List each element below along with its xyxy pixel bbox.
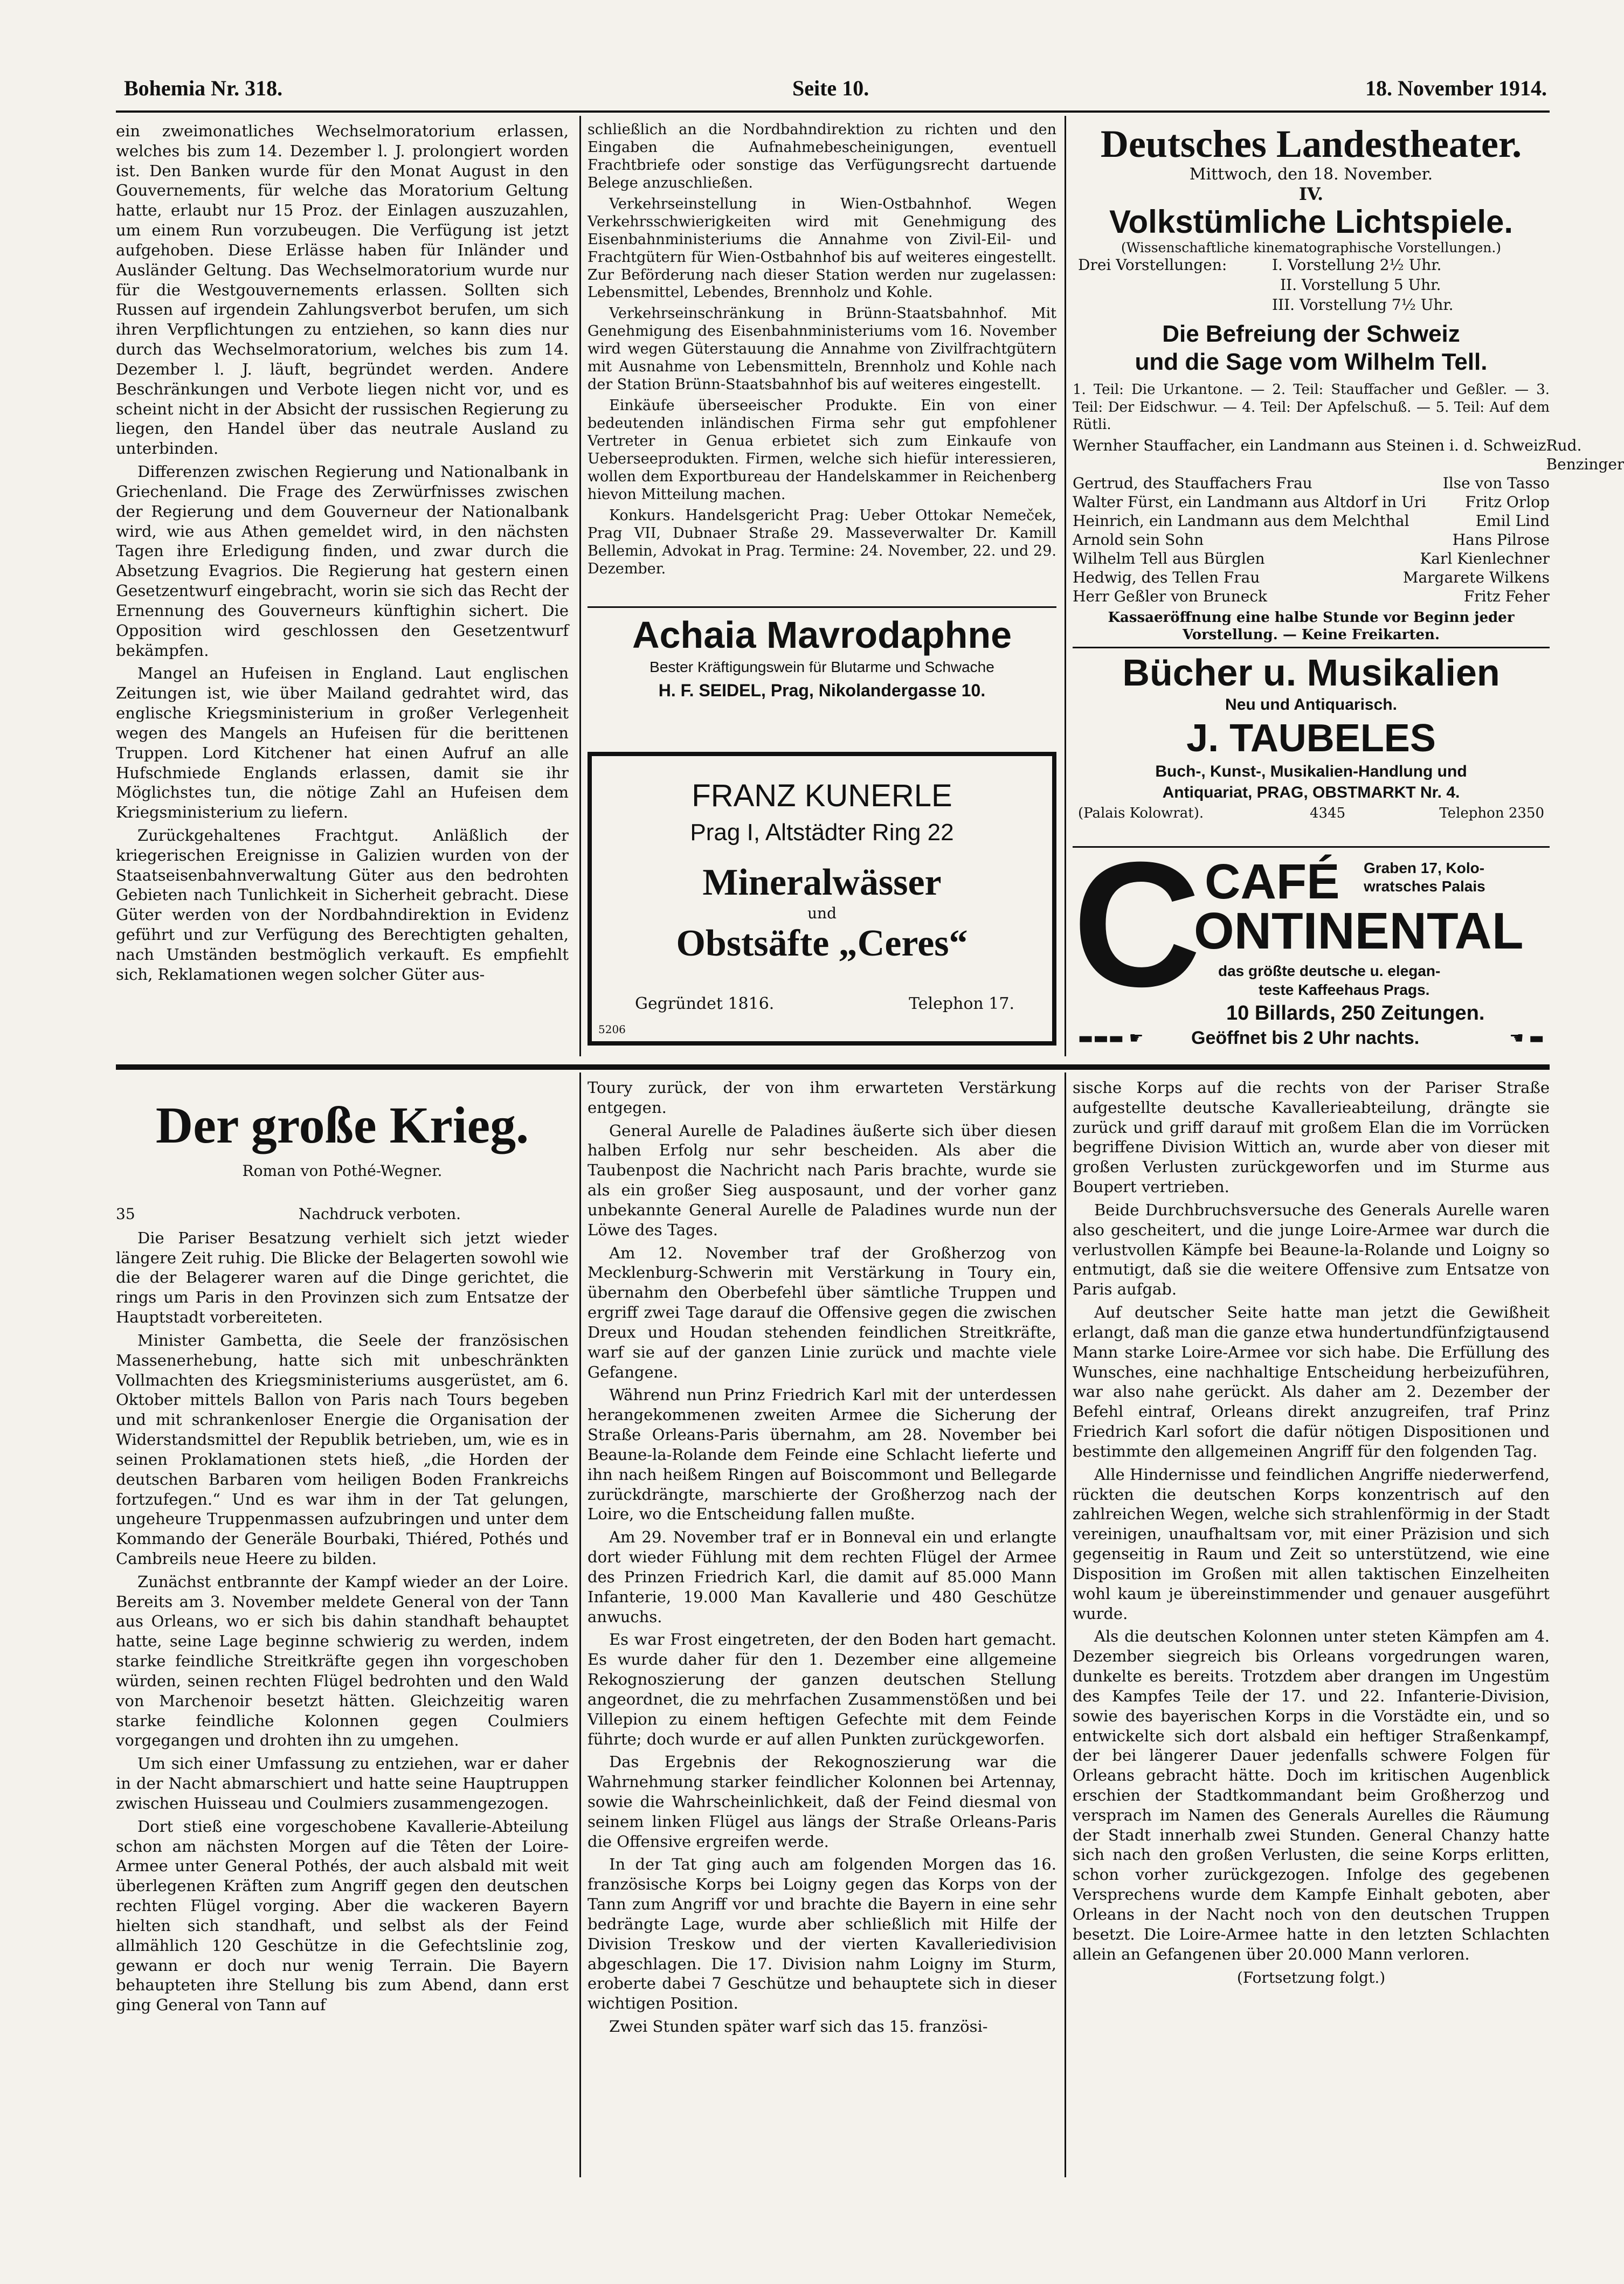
cafe-continental-ad <box>1073 825 1550 1054</box>
ad-company-name: FRANZ KUNERLE <box>692 778 952 813</box>
ad-number: 4345 <box>1310 805 1346 821</box>
paper-name: Bohemia Nr. 318. <box>124 76 283 100</box>
cafe-hours: Geöffnet bis 2 Uhr nachts. <box>1191 1028 1420 1048</box>
novel-paragraph: Alle Hindernisse und feindlichen Angriffe niederwerfend, rückten die deutschen Korps konzentrisch auf den zahlreichen Wegen, welche sich strahlenförmig in der Stadt vereinigen, unaufhaltsam vor, mit einer Präzision und sich gegenseitig in Raum und Zeit so unterstützend, wie eine Disposition im Großen mit allen taktischen Einzelheiten wohl kaum je übereinstimmender und genauer ausgeführt wurde. <box>1073 1465 1550 1623</box>
news-paragraph: ein zweimonatliches Wechselmoratorium erlassen, welches bis zum 14. Dezember l. J. prolongiert worden ist. Den Banken wurde für den Monat August in den Gouvernements, für welche das Moratorium Geltung hatte, erlaubt nur 15 Proz. der Einlagen auszuzahlen, um einem Run vorzubeugen. Die Verfügung ist jetzt aufgehoben. Diese Erlässe haben für Inländer und Ausländer Geltung. Das Wechselmoratorium wurde nur für die Westgouvernements erlassen. Sollten sich Russen auf irgendein Zahlungsverbot berufen, um sich ihren Verpflichtungen zu entziehen, so kann dies nur durch das Wechselmoratorium, welches bis zum 14. Dezember l. J. läuft, begründet werden. Andere Beschränkungen und Verbote liegen nicht vor, und es scheint nicht in der Absicht der russischen Regierung zu liegen, den Handel über das neutrale Ausland zu unterbinden. <box>116 122 569 458</box>
cafe-description: teste Kaffeehaus Prags. <box>1259 981 1430 998</box>
news-column-1 <box>116 121 569 1054</box>
cafe-word: CAFÉ <box>1205 854 1340 909</box>
cafe-word: ONTINENTAL <box>1194 902 1524 960</box>
ad-founded: Gegründet 1816. <box>635 994 775 1013</box>
cast-row: Wilhelm Tell aus Bürglen Karl Kienlechner <box>1073 549 1550 567</box>
novel-author: Roman von Pothé-Wegner. <box>242 1162 443 1180</box>
column-divider <box>579 116 581 1056</box>
shows-label: Drei Vorstellungen: <box>1078 255 1227 274</box>
theater-date: Mittwoch, den 18. November. <box>1189 164 1433 184</box>
news-paragraph: Verkehrseinschränkung in Brünn-Staatsbahnhof. Mit Genehmigung des Eisenbahnministeriums vom 16. November wird wegen Güterstauung die Annahme von Zivilfrachtgütern mit Ausnahme von Lebensmitteln, Brennholz und Kohle nach der Station Brünn-Staatsbahnhof bis auf weiteres eingestellt. <box>588 305 1056 393</box>
novel-paragraph: Um sich einer Umfassung zu entziehen, war er daher in der Nacht abmarschiert und hatte seine Hauptruppen zwischen Huisseau und Coulmiers zusammengezogen. <box>116 1754 569 1812</box>
ad-code: 5206 <box>598 1023 626 1036</box>
cast-row: Herr Geßler von Bruneck Fritz Feher <box>1073 587 1550 605</box>
news-paragraph: Einkäufe überseeischer Produkte. Ein von einer bedeutenden inländischen Firma sehr gut empfohlener Vertreter in Genua erbietet sich zum Einkaufe von Ueberseeprodukten. Firmen, welche sich hiefür interessieren, wollen dem Exportbureau der Handelskammer in Reichenberg hievon Mitteilung machen. <box>588 397 1056 503</box>
installment-number: 35 <box>116 1205 135 1223</box>
cafe-billiards: 10 Billards, 250 Zeitungen. <box>1226 1002 1485 1025</box>
novel-paragraph: Dort stieß eine vorgeschobene Kavallerie-Abteilung schon am nächsten Morgen auf die Têten der Loire-Armee unter General Pothés, der auch alsbald mit weit überlegenen Kräften zum Angriff gegen den deutschen rechten Flügel vorging. Aber die wackeren Bayern hielten sich standhaft, und selbst als der Feind allmählich 120 Geschütze in die Gefechtslinie zog, gewann er doch nur wenig Terrain. Die Bayern behaupteten ihre Stellung bis zum Abend, dann erst ging General von Tann auf <box>116 1817 569 2015</box>
theater-subtitle: Volkstümliche Lichtspiele. <box>1109 203 1514 240</box>
show-time: III. Vorstellung 7½ Uhr. <box>1272 295 1454 314</box>
novel-paragraph: Toury zurück, der von ihm erwarteten Verstärkung entgegen. <box>588 1078 1056 1117</box>
novel-paragraph: In der Tat ging auch am folgenden Morgen das 16. französische Korps bei Loigny gegen das Korps von der Tann zum Angriff vor und brachte die Bayern in eine sehr bedrängte Lage, wurde aber schließlich mit Hilfe der Division Treskow und der vierten Kavalleriedivision abgeschlagen. Die 17. Division nahm Loigny im Sturm, eroberte dabei 7 Geschütze und behauptete sich in dieser wichtigen Position. <box>588 1855 1056 2013</box>
column-divider <box>579 1072 581 2177</box>
novel-paragraph: Zwei Stunden später warf sich das 15. französi- <box>609 2017 988 2036</box>
novel-paragraph: Das Ergebnis der Rekognoszierung war die Wahrnehmung starker feindlicher Kolonnen bei Artennay, sowie die Wahrscheinlichkeit, daß der Feind diesmal von seinem linken Flügel aus längs der Straße Orleans-Paris die Offensive ergreifen werde. <box>588 1753 1056 1851</box>
masthead-rule <box>116 110 1550 113</box>
continuation-notice: (Fortsetzung folgt.) <box>1236 1969 1386 1987</box>
news-column-2 <box>588 121 1056 596</box>
ad-rule <box>588 606 1056 608</box>
play-title: Die Befreiung der Schweiz <box>1162 320 1460 347</box>
section-rule <box>116 1064 1550 1070</box>
cafe-initial: C <box>1073 825 1201 1023</box>
show-time: II. Vorstellung 5 Uhr. <box>1280 275 1441 294</box>
cast-list <box>1073 436 1624 606</box>
ad-phone: Telephon 2350 <box>1439 805 1544 821</box>
masthead <box>124 75 1547 108</box>
novel-paragraph: Beide Durchbruchsversuche des Generals Aurelle waren also gescheitert, und die junge Loire-Armee war durch die verlustvollen Kämpfe bei Beaune-la-Rolande und Loigny so entmutigt, daß sie die weitere Offensive zum Entsatze von Paris aufgab. <box>1073 1200 1550 1299</box>
cast-row: Hedwig, des Tellen Frau Margarete Wilkens <box>1073 568 1550 586</box>
cast-row: Wernher Stauffacher, ein Landmann aus Steinen i. d. Schweiz Rud. Benzinger <box>1073 436 1624 473</box>
ad-conjunction: und <box>807 904 837 922</box>
novel-paragraph: Als die deutschen Kolonnen unter steten Kämpfen am 4. Dezember siegreich bis Orleans vorgedrungen waren, dunkelte es bereits. Trotzdem aber drangen im Ungestüm des Kampfes Teile der 17. und 22. Infanterie-Division, sowie des bayerischen Korps in die Vorstädte ein, und so entwickelte sich dort alsbald ein heftiger Straßenkampf, der bei längerer Dauer jedenfalls schwere Folgen für Orleans gebracht hätte. Doch im kritischen Augenblick erschien der Stadtkommandant beim Großherzog und versprach im Namen des Generals Aurelles die Räumung der Stadt innerhalb zwei Stunden. General Chanzy hatte sich nach den großen Verlusten, die seine Korps erlitten, schon vorher zurückgezogen. Infolge des gegebenen Versprechens wurde dem Kampfe Einhalt geboten, aber Orleans in der Nacht noch von den deutschen Truppen besetzt. Die Loire-Armee hatte in den letzten Schlachten allein an Gefangenen über 20.000 Mann verloren. <box>1073 1627 1550 1963</box>
decorative-dashes: ▬▬▬ ☛ <box>1078 1029 1144 1048</box>
ad-product: Obstsäfte „Ceres“ <box>676 923 968 964</box>
show-time: I. Vorstellung 2½ Uhr. <box>1272 255 1442 274</box>
novel-paragraph: Die Pariser Besatzung verhielt sich jetzt wieder längere Zeit ruhig. Die Blicke der Belagerten sowohl wie die der Belagerer waren auf die Dinge gerichtet, die rings um Paris in den Provinzen sich zum Entsatze der Hauptstadt vorbereiteten. <box>116 1228 569 1327</box>
novel-column-3 <box>1073 1078 1550 2180</box>
theater-title: Deutsches Landestheater. <box>1100 122 1522 165</box>
novel-paragraph: Auf deutscher Seite hatte man jetzt die Gewißheit erlangt, daß man die ganze etwa hundertundfünfzigtausend Mann starke Loire-Armee vor sich habe. Die Erfüllung des Wunsches, eine nachhaltige Entscheidung herbeizuführen, war also nahe gerückt. Als daher am 2. Dezember der Befehl eintraf, Orleans direkt anzugreifen, traf Prinz Friedrich Karl sofort die dafür nötigen Dispositionen und bestimmte den allgemeinen Angriff für den folgenden Tag. <box>1073 1303 1550 1461</box>
novel-paragraph: Während nun Prinz Friedrich Karl mit der unterdessen herangekommenen zweiten Armee die Sicherung der Straße Orleans-Paris übernahm, am 28. November bei Beaune-la-Rolande dem Feinde eine Schlacht lieferte und ihn nach heißem Ringen auf Boiscommont und Bellegarde zurückdrängte, marschierte der Großherzog nach der Loire, wo die Entscheidung fallen mußte. <box>588 1386 1056 1524</box>
ad-headline: Bücher u. Musikalien <box>1122 652 1500 694</box>
cast-row: Gertrud, des Stauffachers Frau Ilse von Tasso <box>1073 474 1550 492</box>
novel-paragraph: Es war Frost eingetreten, der den Boden hart gemacht. Es wurde daher für den 1. Dezember eine allgemeine Rekognoszierung der ganzen deutschen Stellung angeordnet, die zu mehrfachen Zusammenstößen und bei Villepion zu einem heftigen Gefechte mit dem Feinde führte; doch wurde er auf allen Punkten zurückgeworfen. <box>588 1630 1056 1748</box>
kunerle-ad <box>588 752 1056 1046</box>
reprint-notice: Nachdruck verboten. <box>298 1205 461 1223</box>
novel-title: Der große Krieg. <box>155 1096 529 1154</box>
news-paragraph: Verkehrseinstellung in Wien-Ostbahnhof. Wegen Verkehrsschwierigkeiten wird mit Genehmigung des Eisenbahnministeriums die Annahme von Zivil-Eil- und Frachtgütern für Wien-Ostbahnhof bis auf weiteres eingestellt. Zur Beförderung nach dieser Station werden nur zugelassen: Lebensmittel, Lebendes, Brennholz und Kohle. <box>588 195 1056 301</box>
ad-tagline: Bester Kräftigungswein für Blutarme und Schwache <box>649 659 994 675</box>
theater-notice <box>1073 122 1624 647</box>
page-number: Seite 10. <box>792 76 869 100</box>
cast-row: Heinrich, ein Landmann aus dem Melchthal Emil Lind <box>1073 511 1550 530</box>
novel-paragraph: General Aurelle de Paladines äußerte sich über diesen halben Erfolg nur sehr bescheiden. Als aber die Taubenpost die Nachricht nach Paris brachte, wurde sie als ein großer Sieg ausposaunt, und der vorher ganz unbekannte General Aurelle de Paladines wurde nun der Löwe des Tages. <box>588 1121 1056 1239</box>
news-paragraph: Konkurs. Handelsgericht Prag: Ueber Ottokar Nemeček, Prag VII, Dubnaer Straße 29. Masseverwalter Dr. Kamill Bellemin, Advokat in Prag. Termine: 24. November, 22. und 29. Dezember. <box>588 507 1056 577</box>
novel-column-2 <box>588 1078 1056 2180</box>
ad-palais: (Palais Kolowrat). <box>1078 805 1204 821</box>
novel-paragraph: Am 12. November traf der Großherzog von Mecklenburg-Schwerin mit Verstärkung in Toury ein, übernahm den Oberbefehl über sämtliche Truppen und ergriff zwei Tage darauf die Offensive gegen die zwischen Dreux und Houdan stehenden feindlichen Streitkräfte, warf sie auf der ganzen Linie zurück und machte viele Gefangene. <box>588 1243 1056 1381</box>
novel-paragraph: Zunächst entbrannte der Kampf wieder an der Loire. Bereits am 3. November meldete General von der Tann aus Orleans, wo er sich bis dahin standhaft behauptet hatte, seine Lage beginne schwierig zu werden, indem starke feindliche Streitkräfte gegen ihn vorgeschoben würden, seinen rechten Flügel bedrohten und den Wald von Marchenoir besetzt hätten. Gleichzeitig waren starke feindliche Kolonnen gegen Coulmiers vorgegangen und drohten ihn zu umgehen. <box>116 1572 569 1750</box>
ad-brand-name: Achaia Mavrodaphne <box>632 614 1012 656</box>
cast-row: Arnold sein Sohn Hans Pilrose <box>1073 530 1550 549</box>
novel-paragraph: Minister Gambetta, die Seele der französischen Massenerhebung, hatte sich mit unbeschränkten Vollmachten des Kriegsministeriums ausgerüstet, am 6. Oktober mittels Ballon von Paris nach Tours begeben und mit schrankenloser Energie die Organisation der Widerstandsmittel der Republik betrieben, um, wie es in seinen Proklamationen stets hieß, „die Horden der deutschen Barbaren vom heiligen Boden Frankreichs fortzufegen.“ Und es war ihm in der Tat gelungen, ungeheure Truppenmassen aufzubringen und unter dem Kommando der Generäle Bourbaki, Thiéred, Pothés und Cambreils neue Heere zu bilden. <box>116 1331 569 1568</box>
column-divider <box>1065 1072 1066 2177</box>
ad-phone: Telephon 17. <box>909 994 1014 1013</box>
taubeles-ad <box>1073 652 1550 846</box>
cafe-address: Graben 17, Kolo- <box>1364 860 1485 876</box>
ad-address: Prag I, Altstädter Ring 22 <box>690 819 954 846</box>
ad-address: Antiquariat, PRAG, OBSTMARKT Nr. 4. <box>1162 783 1460 801</box>
novel-column-1 <box>116 1078 569 2180</box>
ad-product: Mineralwässer <box>702 862 942 903</box>
ad-subheadline: Neu und Antiquarisch. <box>1225 696 1397 714</box>
decorative-hand-icon: ☚ ▬ <box>1509 1029 1544 1048</box>
news-paragraph: schließlich an die Nordbahndirektion zu richten und den Eingaben die Aufnahmebescheinigungen, eventuell Frachtbriefe oder sonstige das Verfügungsrecht dartuende Belege anzuschließen. <box>588 121 1056 191</box>
novel-paragraph: Am 29. November traf er in Bonneval ein und erlangte dort wieder Fühlung mit dem rechten Flügel der Armee des Prinzen Friedrich Karl, die damit auf 85.000 Mann Infanterie, 19.000 Man Kavallerie und 480 Geschütze anwuchs. <box>588 1528 1056 1626</box>
play-title: und die Sage vom Wilhelm Tell. <box>1135 349 1488 376</box>
cast-row: Walter Fürst, ein Landmann aus Altdorf in Uri Fritz Orlop <box>1073 493 1550 511</box>
news-paragraph: Mangel an Hufeisen in England. Laut englischen Zeitungen ist, wie über Mailand gedrahtet wird, das englische Kriegsministerium in großer Verlegenheit wegen des Mangels an Hufeisen für die berittenen Truppen. Lord Kitchener hat einen Aufruf an alle Hufschmiede Englands erlassen, damit sie ihr Möglichstes tun, die nötige Zahl an Hufeisen dem Kriegsministerium zu liefern. <box>116 664 569 822</box>
issue-date: 18. November 1914. <box>1365 76 1547 100</box>
theater-footer: Kassaeröffnung eine halbe Stunde vor Beginn jeder Vorstellung. — Keine Freikarten. <box>1108 609 1515 643</box>
ad-rule <box>1073 647 1550 648</box>
ad-description: Buch-, Kunst-, Musikalien-Handlung und <box>1155 762 1467 780</box>
theater-note: (Wissenschaftliche kinematographische Vorstellungen.) <box>1121 239 1502 255</box>
news-paragraph: Differenzen zwischen Regierung und Nationalbank in Griechenland. Die Frage des Zerwürfnisses zwischen der Regierung und dem Gouverneur der Nationalbank wird, wie aus Athen gemeldet wird, in den nächsten Tagen ihre Erledigung finden, und zwar durch die Absetzung Evagrios. Die Regierung hat gestern einen Gesetzentwurf eingebracht, worin sie sich das Recht der Ernennung des Gouverneurs künftighin sichert. Die Opposition wird geschlossen den Gesetzentwurf bekämpfen. <box>116 462 569 660</box>
ad-address: H. F. SEIDEL, Prag, Nikolandergasse 10. <box>658 681 986 700</box>
news-paragraph: Zurückgehaltenes Frachtgut. Anläßlich der kriegerischen Ereignisse in Galizien wurden von der Staatseisenbahnverwaltung Güter aus den bedrohten Gebieten nach Tunlichkeit in Sicherheit gebracht. Diese Güter werden von der Nordbahndirektion in Evidenz geführt und zur Verfügung des Berechtigten gehalten, nach Umständen bestmöglich verkauft. Es empfiehlt sich, Reklamationen wegen solcher Güter aus- <box>116 826 569 984</box>
play-parts: 1. Teil: Die Urkantone. — 2. Teil: Stauffacher und Geßler. — 3. Teil: Der Eidschwur. — 4. Teil: Der Apfelschuß. — 5. Teil: Auf dem Rütli. <box>1073 382 1550 433</box>
ad-company-name: J. TAUBELES <box>1186 717 1436 760</box>
novel-paragraph: sische Korps auf die rechts von der Pariser Straße aufgestellte deutsche Kavallerieabteilung, drängte sie zurück und griff darauf mit großem Elan die im Vorrücken begriffene Division Wittich an, wurde aber von dieser mit großen Verlusten zurückgeworfen und im Sturme aus Boupert vertrieben. <box>1073 1078 1550 1196</box>
cafe-address: wratsches Palais <box>1364 878 1485 895</box>
achaia-ad <box>588 614 1056 722</box>
cafe-description: das größte deutsche u. elegan- <box>1218 963 1441 979</box>
theater-number: IV. <box>1298 183 1324 204</box>
column-divider <box>1065 116 1066 1056</box>
